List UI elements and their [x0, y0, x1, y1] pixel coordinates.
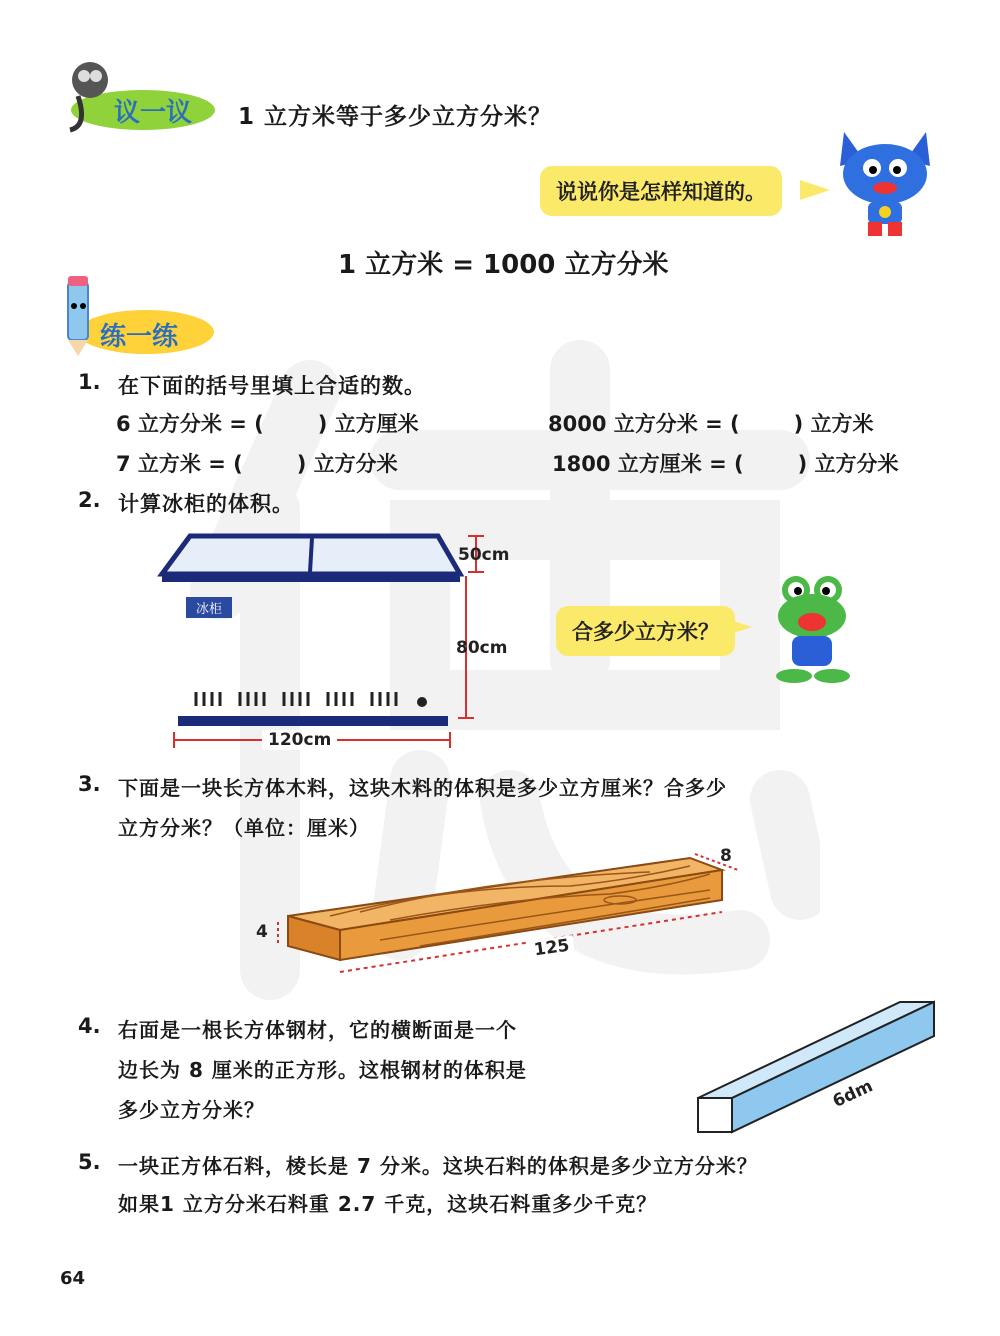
discuss-question: 1 立方米等于多少立方分米？ [238, 104, 553, 130]
steel-bar-illustration [690, 994, 940, 1138]
q1-text: 在下面的括号里填上合适的数。 [118, 374, 426, 398]
bubble-tail-icon [724, 616, 752, 638]
q1-item-4-right: ) 立方分米 [797, 452, 899, 476]
steel-length-label: 6dm [829, 1076, 876, 1112]
q5-line-1: 一块正方体石料，棱长是 7 分米。这块石料的体积是多少立方分米？ [118, 1154, 758, 1178]
q1-item-4-left: 1800 立方厘米 = ( [552, 452, 744, 476]
freezer-label: 冰柜 [186, 597, 232, 618]
q5-line-2: 如果1 立方分米石料重 2.7 千克，这块石料重多少千克？ [118, 1192, 658, 1216]
freezer-lid-height: 50cm [458, 545, 510, 565]
wood-plank-illustration [270, 850, 750, 980]
page-number: 64 [60, 1268, 86, 1289]
q1-item-2 [548, 408, 874, 438]
wood-width-label: 8 [720, 846, 732, 866]
freezer-body-height: 80cm [456, 638, 508, 658]
practice-badge-label: 练一练 [100, 322, 179, 352]
q2-speech-bubble: 合多少立方米？ [556, 606, 735, 656]
q1-item-1-right: ) 立方厘米 [317, 412, 419, 436]
bubble-tail-icon [800, 178, 830, 202]
practice-badge [46, 272, 216, 358]
discuss-result: 1 立方米 = 1000 立方分米 [338, 250, 669, 280]
q1-item-1-left: 6 立方分米 = ( [116, 412, 264, 436]
discuss-badge [48, 56, 218, 136]
freezer-width: 120cm [262, 730, 337, 750]
q1-item-2-right: ) 立方米 [793, 412, 874, 436]
q1-number: 1. [78, 370, 101, 394]
q1-item-4 [552, 448, 899, 478]
q5-number: 5. [78, 1150, 101, 1174]
wood-length-label: 125 [529, 935, 575, 961]
q4-number: 4. [78, 1014, 101, 1038]
q4-line-3: 多少立方分米？ [118, 1098, 265, 1122]
q3-number: 3. [78, 772, 101, 796]
q1-item-3-left: 7 立方米 = ( [116, 452, 243, 476]
q4-line-2: 边长为 8 厘米的正方形。这根钢材的体积是 [118, 1058, 527, 1082]
q1-item-3-right: ) 立方分米 [296, 452, 398, 476]
q2-text: 计算冰柜的体积。 [118, 492, 294, 516]
q1-item-3 [116, 448, 398, 478]
q3-line-1: 下面是一块长方体木料，这块木料的体积是多少立方厘米？合多少 [118, 776, 727, 800]
q1-item-2-left: 8000 立方分米 = ( [548, 412, 740, 436]
discuss-speech-bubble: 说说你是怎样知道的。 [540, 166, 782, 216]
discuss-badge-label: 议一议 [114, 98, 193, 128]
q2-number: 2. [78, 488, 101, 512]
q1-item-1 [116, 408, 419, 438]
q3-line-2: 立方分米？（单位：厘米） [118, 816, 370, 840]
blue-cat-mascot-icon [830, 126, 940, 242]
wood-height-label: 4 [256, 922, 268, 942]
frog-mascot-icon [766, 572, 858, 688]
q4-line-1: 右面是一根长方体钢材，它的横断面是一个 [118, 1018, 517, 1042]
